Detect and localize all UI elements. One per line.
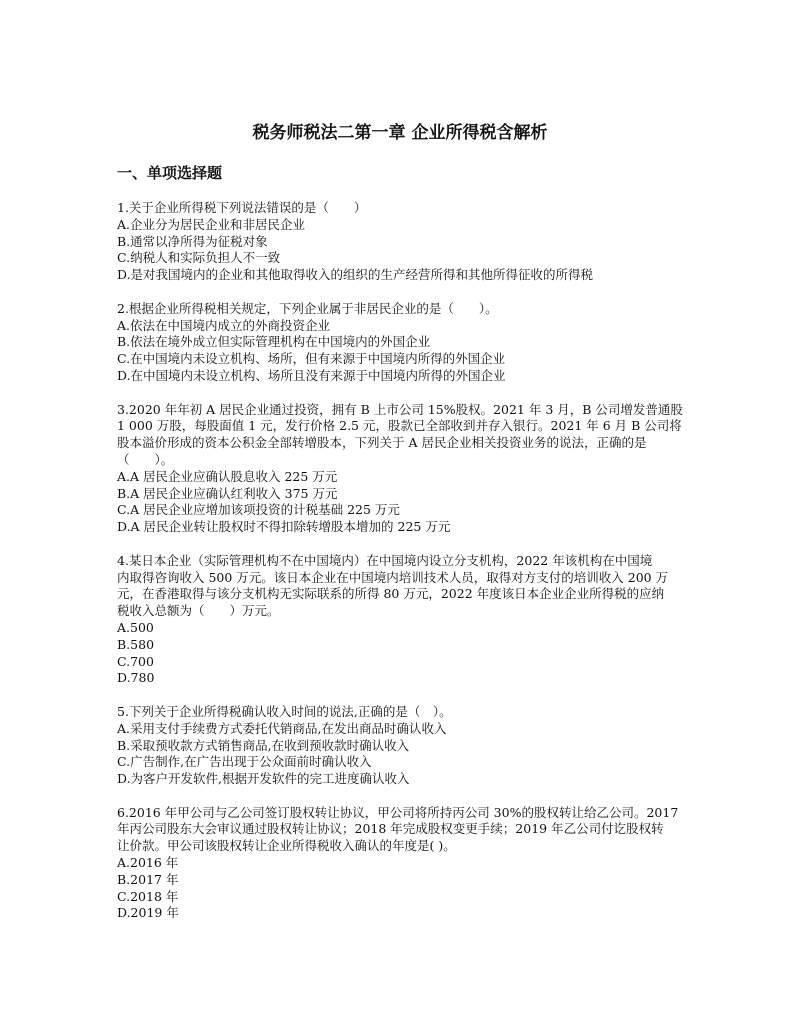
question-stem-line: 年丙公司股东大会审议通过股权转让协议；2018 年完成股权变更手续；2019 年乙公司付讫股权转 <box>117 821 664 837</box>
answer-option: A.企业分为居民企业和非居民企业 <box>117 216 306 232</box>
question-5 <box>117 704 707 788</box>
answer-option: C.700 <box>117 653 154 669</box>
question-stem-line: 税收入总额为（ ）万元。 <box>117 603 280 619</box>
answer-option: C.在中国境内未设立机构、场所，但有来源于中国境内所得的外国企业 <box>117 351 506 367</box>
answer-option: B.通常以净所得为征税对象 <box>117 233 268 249</box>
answer-option: A.采用支付手续费方式委托代销商品,在发出商品时确认收入 <box>117 720 447 736</box>
answer-option: A.500 <box>117 619 154 635</box>
question-3 <box>117 402 707 536</box>
answer-option: A.2016 年 <box>117 855 179 871</box>
question-stem-line: 内取得咨询收入 500 万元。该日本企业在中国境内培训技术人员，取得对方支付的培训收入 200 万 <box>117 569 669 585</box>
answer-option: C.A 居民企业应增加该项投资的计税基础 225 万元 <box>117 502 400 518</box>
answer-option: C.广告制作,在广告出现于公众面前时确认收入 <box>117 754 372 770</box>
question-stem-line: 2.根据企业所得税相关规定，下列企业属于非居民企业的是（ ）。 <box>117 300 498 316</box>
question-stem-line: 3.2020 年年初 A 居民企业通过投资，拥有 B 上市公司 15%股权。2021 年 3 月，B 公司增发普通股 <box>117 401 683 417</box>
question-1 <box>117 200 707 284</box>
question-stem-line: 5.下列关于企业所得税确认收入时间的说法,正确的是（ ）。 <box>117 703 452 719</box>
answer-option: C.纳税人和实际负担人不一致 <box>117 250 281 266</box>
question-stem-line: 元，在香港取得与该分支机构无实际联系的所得 80 万元，2022 年度该日本企业企业所得税的应纳 <box>117 586 665 602</box>
question-stem-line: 让价款。甲公司该股权转让企业所得税收入确认的年度是( )。 <box>117 838 456 854</box>
answer-option: D.780 <box>117 670 155 686</box>
answer-option: C.2018 年 <box>117 888 179 904</box>
question-list <box>117 200 707 939</box>
question-4 <box>117 553 707 687</box>
question-2 <box>117 301 707 385</box>
answer-option: D.2019 年 <box>117 905 179 921</box>
question-6 <box>117 805 707 923</box>
answer-option: A.依法在中国境内成立的外商投资企业 <box>117 317 331 333</box>
answer-option: A.A 居民企业应确认股息收入 225 万元 <box>117 468 338 484</box>
answer-option: B.依法在境外成立但实际管理机构在中国境内的外国企业 <box>117 334 431 350</box>
question-stem-line: 6.2016 年甲公司与乙公司签订股权转让协议，甲公司将所持丙公司 30%的股权转让给乙公司。2017 <box>117 804 679 820</box>
answer-option: D.A 居民企业转让股权时不得扣除转增股本增加的 225 万元 <box>117 519 451 535</box>
question-stem-line: 1 000 万股，每股面值 1 元，发行价格 2.5 元，股款已全部收到并存入银行。2021 年 6 月 B 公司将 <box>117 418 682 434</box>
answer-option: B.A 居民企业应确认红利收入 375 万元 <box>117 485 338 501</box>
answer-option: D.为客户开发软件,根据开发软件的完工进度确认收入 <box>117 771 410 787</box>
question-stem-line: 1.关于企业所得税下列说法错误的是（ ） <box>117 200 367 215</box>
question-stem-line: （ ）。 <box>117 451 174 467</box>
answer-option: B.580 <box>117 636 155 652</box>
question-stem-line: 股本溢价形成的资本公积金全部转增股本，下列关于 A 居民企业相关投资业务的说法，正确的是 <box>117 435 647 451</box>
section-heading: 一、单项选择题 <box>117 164 223 182</box>
answer-option: D.是对我国境内的企业和其他取得收入的组织的生产经营所得和其他所得征收的所得税 <box>117 267 594 283</box>
question-stem-line: 4.某日本企业（实际管理机构不在中国境内）在中国境内设立分支机构，2022 年该机构在中国境 <box>117 552 653 568</box>
document-title: 税务师税法二第一章 企业所得税含解析 <box>252 123 548 143</box>
answer-option: D.在中国境内未设立机构、场所且没有来源于中国境内所得的外国企业 <box>117 367 506 383</box>
answer-option: B.采取预收款方式销售商品,在收到预收款时确认收入 <box>117 737 410 753</box>
answer-option: B.2017 年 <box>117 871 179 887</box>
